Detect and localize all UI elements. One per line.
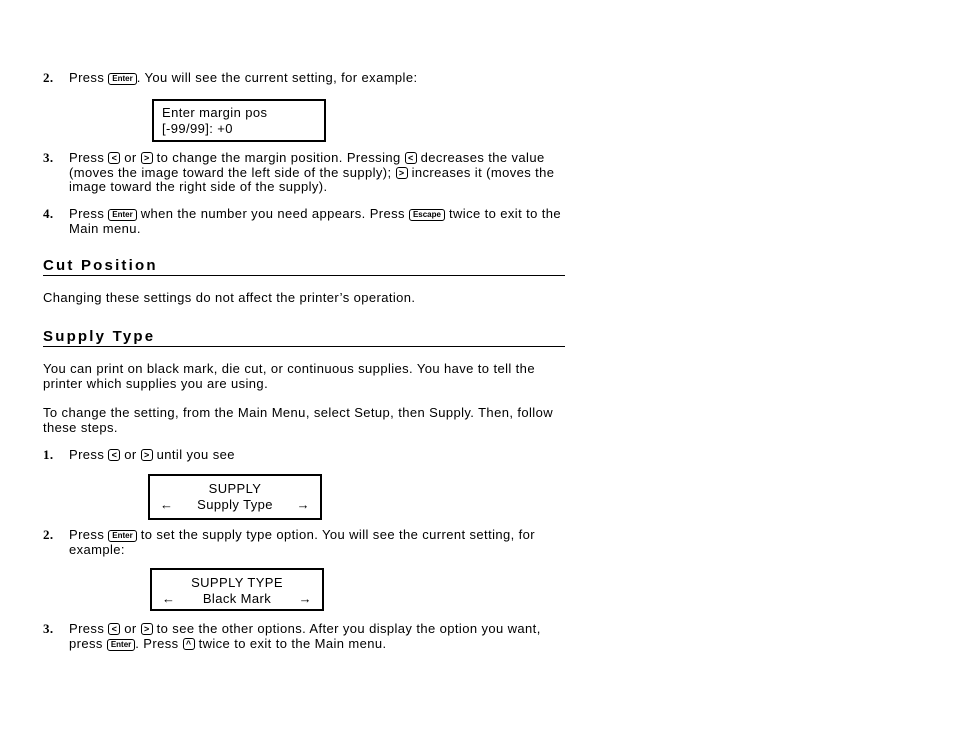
step-text: Press — [69, 206, 105, 221]
enter-key-icon: Enter — [108, 73, 136, 85]
step-text: until you see — [156, 447, 235, 462]
right-arrow-icon: → — [296, 497, 310, 512]
step-text: or — [124, 621, 137, 636]
step-text: or — [124, 150, 137, 165]
step-text: twice to exit to the Main menu. — [69, 206, 562, 236]
cut-position-text: Changing these settings do not affect the printer’s operation. — [43, 290, 416, 305]
step-text: when the number you need appears. Press — [140, 206, 405, 221]
right-arrow-key-icon: > — [396, 167, 408, 179]
display-line-1: Enter margin pos — [162, 105, 268, 120]
step-text: to set the supply type option. You will see the current setting, for example: — [69, 527, 536, 557]
right-arrow-key-icon: > — [141, 623, 153, 635]
display-line-2-row — [152, 591, 322, 607]
display-line-2: [-99/99]: +0 — [162, 121, 233, 136]
step-text: twice to exit to the Main menu. — [198, 635, 387, 651]
enter-key-icon: Enter — [108, 209, 136, 221]
enter-key-icon: Enter — [108, 530, 136, 542]
left-arrow-key-icon: < — [108, 152, 120, 164]
step-text: . You will see the current setting, for example: — [136, 70, 418, 85]
display-supply-type — [150, 568, 324, 611]
right-arrow-key-icon: > — [141, 449, 153, 461]
step-2-enter — [43, 71, 573, 86]
right-arrow-icon: → — [298, 591, 312, 606]
step-text: Press — [69, 447, 105, 462]
step-number: 2. — [43, 70, 54, 85]
step-text: to see the other options. After you display the option you want, press — [69, 621, 541, 651]
up-arrow-key-icon: ^ — [183, 638, 195, 650]
right-arrow-key-icon: > — [141, 152, 153, 164]
cut-position-heading: Cut Position — [43, 257, 565, 276]
step-number: 3. — [43, 150, 54, 165]
step-text: increases it (moves the image toward the right side of the supply). — [69, 164, 555, 194]
display-line-1: SUPPLY — [208, 481, 262, 496]
display-line-2-row — [150, 497, 320, 513]
supply-type-intro: You can print on black mark, die cut, or continuous supplies. You have to tell the printer which supplies you are using. — [43, 361, 535, 391]
step-number: 4. — [43, 206, 54, 221]
step-number: 3. — [43, 621, 54, 636]
step-text: Press — [69, 70, 105, 85]
left-arrow-icon: ← — [160, 497, 174, 512]
step-number: 2. — [43, 527, 54, 542]
display-supply — [148, 474, 322, 520]
step-text: Press — [69, 150, 105, 165]
step-text: Press — [69, 527, 105, 542]
step-3-see-options — [43, 622, 573, 651]
step-number: 1. — [43, 447, 54, 462]
left-arrow-icon: ← — [162, 591, 176, 606]
left-arrow-key-icon: < — [108, 449, 120, 461]
supply-type-instructions: To change the setting, from the Main Menu, select Setup, then Supply. Then, follow these steps. — [43, 405, 553, 435]
step-text: Press — [69, 621, 105, 636]
supply-type-heading: Supply Type — [43, 328, 565, 347]
step-2-set-supply-type — [43, 528, 573, 557]
step-1-navigate — [43, 448, 573, 463]
display-line-2: Supply Type — [197, 497, 273, 512]
step-text: decreases the value (moves the image toward the left side of the supply); — [69, 150, 545, 180]
step-4-confirm — [43, 207, 573, 236]
display-line-2: Black Mark — [202, 591, 272, 606]
escape-key-icon: Escape — [409, 209, 445, 221]
display-line-1: SUPPLY TYPE — [191, 575, 283, 590]
left-arrow-key-icon: < — [108, 623, 120, 635]
step-text: . Press — [135, 635, 179, 651]
left-arrow-key-icon: < — [405, 152, 417, 164]
display-margin-position — [152, 99, 326, 142]
step-text: or — [124, 447, 137, 462]
step-3-change-margin — [43, 151, 573, 195]
enter-key-icon: Enter — [107, 639, 135, 651]
step-text: to change the margin position. Pressing — [156, 150, 401, 165]
